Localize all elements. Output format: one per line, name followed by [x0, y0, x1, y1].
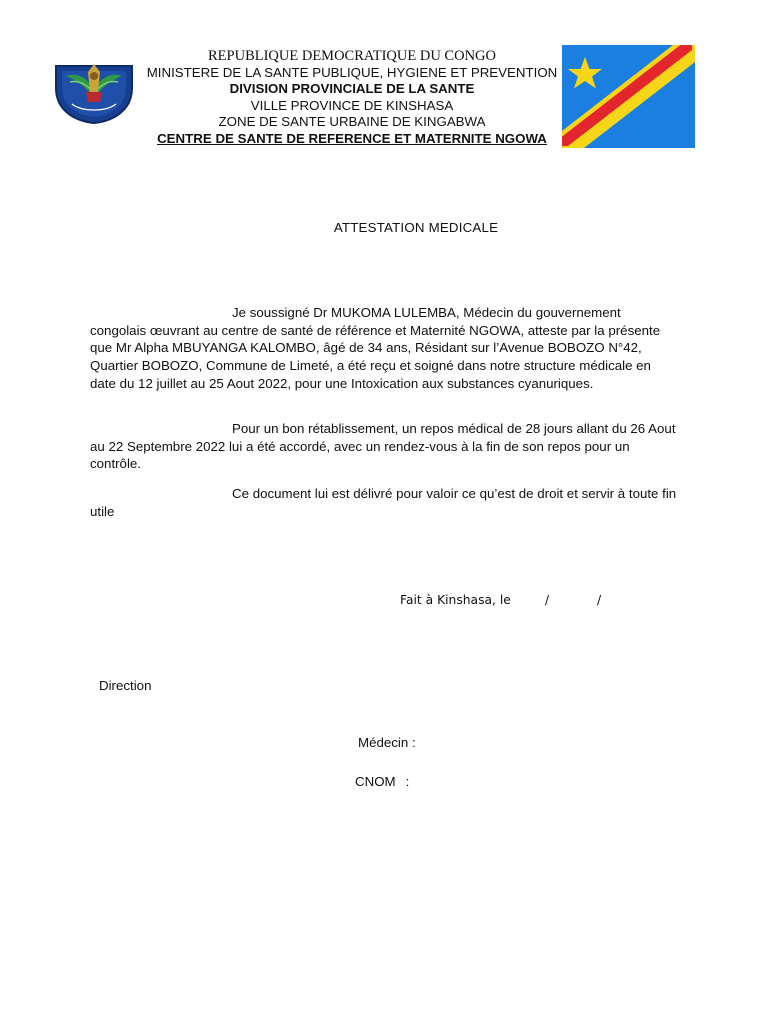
paragraph-rest-text: Pour un bon rétablissement, un repos médical de 28 jours allant du 26 Aout au 22 Septembre 2022 lui a été accordé, avec un rendez-vous à la fin de son repos pour un contrôle.: [90, 421, 676, 472]
letterhead: [140, 48, 564, 147]
medecin-label: Médecin :: [358, 735, 416, 750]
date-separator: /: [596, 593, 602, 607]
header-centre: CENTRE DE SANTE DE REFERENCE ET MATERNITE NGOWA: [157, 130, 547, 146]
header-division: DIVISION PROVINCIALE DE LA SANTE: [229, 81, 475, 96]
drc-flag-icon: [562, 45, 695, 148]
date-separator: /: [544, 593, 549, 607]
header-ministry: MINISTERE DE LA SANTE PUBLIQUE, HYGIENE ET PREVENTION: [146, 64, 558, 80]
kinshasa-coat-of-arms-icon: [52, 58, 136, 124]
header-province: VILLE PROVINCE DE KINSHASA: [250, 97, 454, 113]
document-title: ATTESTATION MEDICALE: [333, 220, 499, 235]
place-date-label: Fait à Kinshasa, le: [400, 593, 511, 607]
cnom-line: [355, 774, 409, 789]
paragraph-attestation-text: Je soussigné Dr MUKOMA LULEMBA, Médecin du gouvernement congolais œuvrant au centre de santé de référence et Maternité NGOWA, atteste par la présente que Mr Alpha MBUYANGA KALOMBO, âgé de 34 ans, Résidant sur l’Avenue BOBOZO N°42, Quartier BOBOZO, Commune de Limeté, a été reçu et soigné dans notre structure médicale en date du 12 juillet au 25 Aout 2022, pour une Intoxication aux substances cyanuriques.: [90, 305, 661, 391]
paragraph-rest: [90, 420, 678, 473]
cnom-colon: :: [405, 774, 410, 789]
direction-label: Direction: [99, 678, 152, 693]
paragraph-closing-text: Ce document lui est délivré pour valoir ce qu’est de droit et servir à toute fin utile: [90, 486, 677, 519]
header-republic: REPUBLIQUE DEMOCRATIQUE DU CONGO: [208, 48, 496, 64]
paragraph-closing: [90, 485, 678, 520]
paragraph-attestation: [90, 304, 678, 393]
cnom-label: CNOM: [355, 774, 396, 789]
header-zone: ZONE DE SANTE URBAINE DE KINGABWA: [218, 114, 486, 129]
place-date-line: [400, 593, 601, 607]
